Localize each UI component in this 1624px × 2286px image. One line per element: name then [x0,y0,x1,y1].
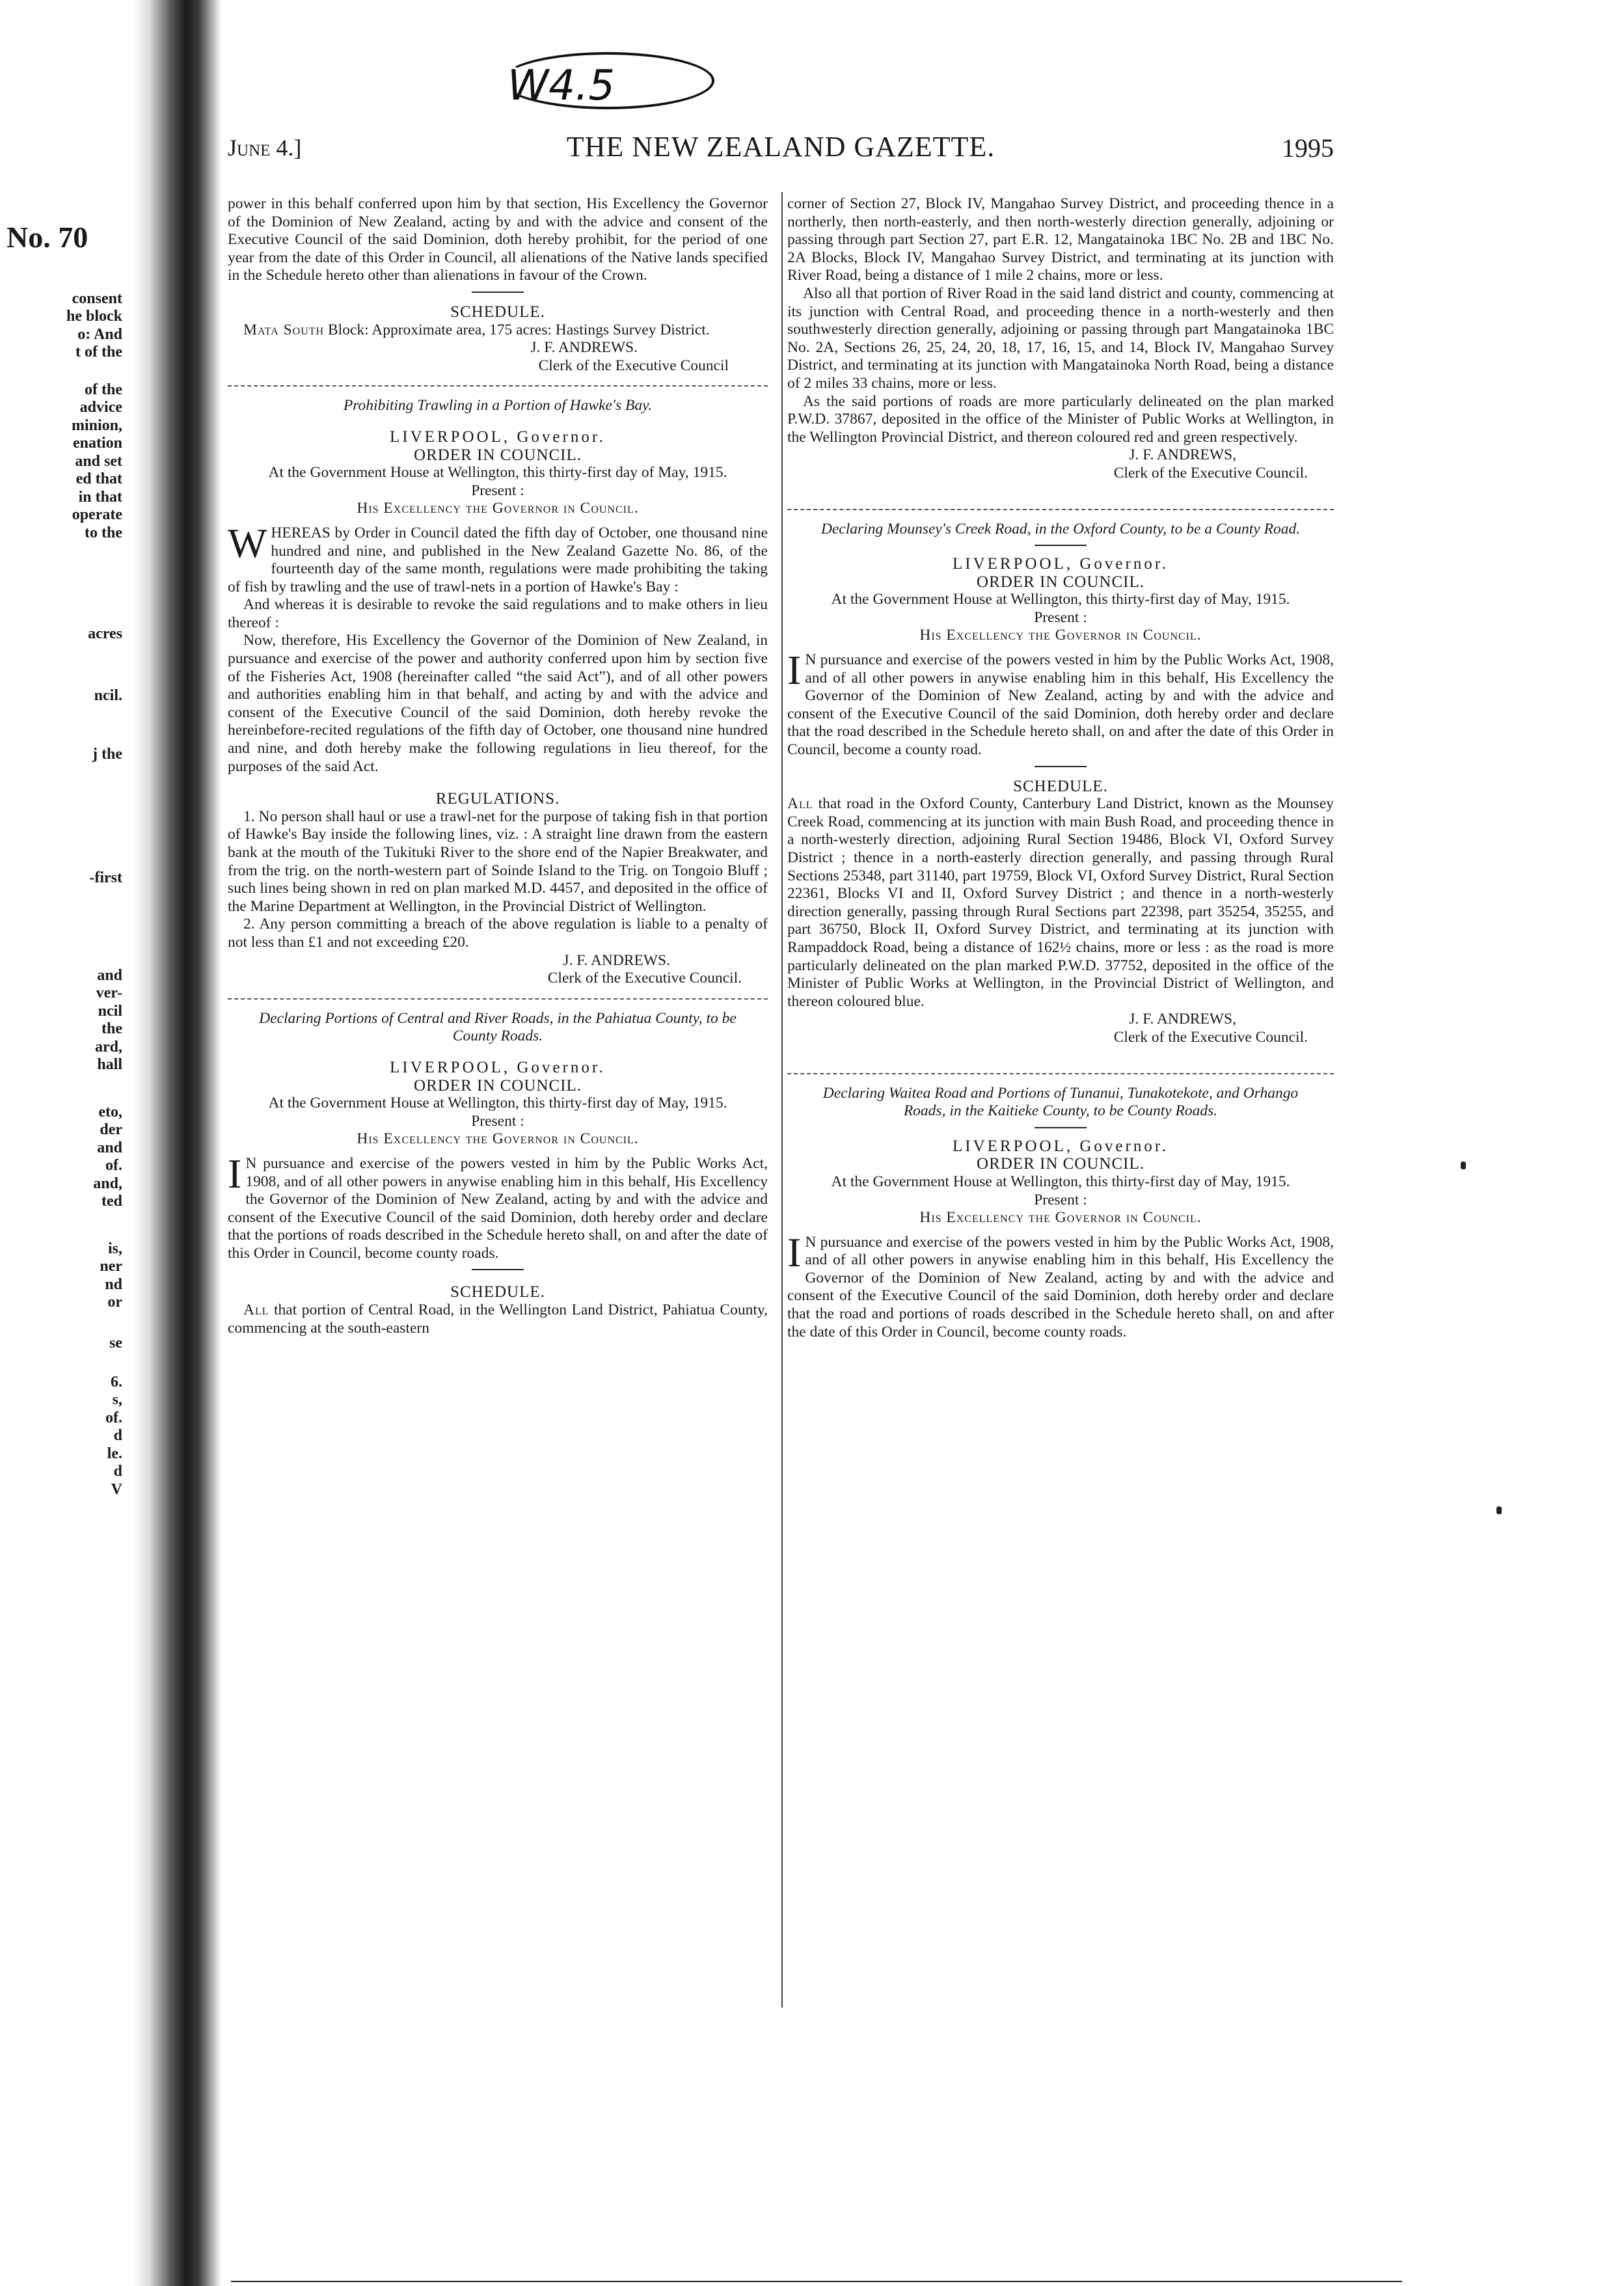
margin-fragment-text: eto, [98,1104,122,1121]
central-road-continued: corner of Section 27, Block IV, Mangahao Survey District, and proceeding thence in a northerly, then north-easterly, and then north-westerly direction generally, adjoining or passing through part Section 27, part E.R. 12, Mangatainoka 1BC No. 2B and 1BC No. 2A Blocks, Block IV, Mangahao Survey District, and terminating at its junction with River Road, being a distance of 1 mile 2 chains, more or less. [787,195,1334,284]
nowtherefore-paragraph: Now, therefore, His Excellency the Governor of the Dominion of New Zealand, in pursuance and exercise of the power and authority conferred upon him by section five of the Fisheries Act, 1908 (hereinafter called “the said Act”), and of all other powers and authorities enabling him in that behalf, and acting by and with the advice and consent of the Executive Council of the said Dominion, doth hereby revoke the hereinbefore-recited regulations of the fifth day of October, one thousand nine hundred and nine, and doth hereby make the following regulations in lieu thereof, for the purposes of the said Act. [228,632,768,775]
short-rule [472,292,524,293]
regulation-2: 2. Any person committing a breach of the above regulation is liable to a penalty of not less than £1 and not exceeding £20. [228,916,768,951]
in-pursuance-paragraph: IN pursuance and exercise of the powers vested in him by the Public Works Act, 1908, and of all other powers in anywise enabling him in this behalf, His Excellency the Governor of the Dominion of New Zealand, acting by and with the advice and consent of the Executive Council of the said Dominion, doth hereby order and declare that the road and portions of roads described in the Schedule hereto shall, on and after the date of this Order in Council, become county roads. [787,1229,1334,1340]
margin-fragment-text: -first [89,869,122,886]
margin-fragment-text: the [102,1020,122,1037]
margin-fragment-text: of. [105,1157,122,1174]
order-in-council-title: ORDER IN COUNCIL. [414,446,582,464]
section-heading-trawling: Prohibiting Trawling in a Portion of Hawke's Bay. [343,397,653,415]
order-in-council-title: ORDER IN COUNCIL. [977,1155,1144,1173]
short-rule [1035,1127,1087,1128]
margin-fragment-text: enation [72,435,122,452]
margin-fragment-text: 6. [111,1374,122,1391]
all-label: All [243,1301,269,1319]
margin-fragment-text: is, [107,1240,122,1257]
present-label: Present : [1034,1191,1087,1208]
order-in-council-title: ORDER IN COUNCIL. [414,1076,582,1095]
margin-fragment-text: ard, [95,1039,122,1055]
mata-south-text: Block: Approximate area, 175 acres: Hastings Survey District. [327,321,710,338]
header-title: THE NEW ZEALAND GAZETTE. [566,131,995,163]
handwritten-reference: W4.5 [508,62,616,110]
right-column [787,195,1334,1341]
regulation-1: 1. No person shall haul or use a trawl-net for the purpose of taking fish in that portion of Hawke's Bay inside the following lines, viz. : A straight line drawn from the eastern bank at the mouth of the Tukituki River to the shore end of the Napier Breakwater, and from the trig. on the north-western part of Soinde Island to the Trig. on Tongoio Bluff ; such lines being shown in red on plan marked M.D. 4457, and deposited in the office of the Marine Department at Wellington, in the Provincial District of Wellington. [228,808,768,915]
header-page-number: 1995 [1282,133,1334,163]
page-bottom-edge [231,2281,1402,2282]
signature-title: Clerk of the Executive Council [538,357,729,374]
margin-fragment-text: d [113,1427,122,1444]
margin-speck [1496,1506,1502,1514]
whereas-paragraph: WHEREAS by Order in Council dated the fifth day of October, one thousand nine hundred and nine, and published in the New Zealand Gazette No. 86, of the fourteenth day of the same month, regulations were made prohibiting the taking of fish by trawling and the use of trawl-nets in a portion of Hawke's Bay : [228,519,768,595]
excellency-line: His Excellency the Governor in Council. [919,627,1202,644]
present-label: Present : [471,1112,524,1130]
margin-fragment-text: j the [92,746,122,763]
section-divider [787,1073,1334,1074]
margin-fragment-text: s, [112,1391,122,1408]
margin-fragment-text: operate [72,506,122,523]
margin-fragment-text: of the [85,381,122,398]
signature-name: J. F. ANDREWS, [1129,1011,1236,1028]
central-road-text: that portion of Central Road, in the Wellington Land District, Pahiatua County, commencing at the south-eastern [228,1301,768,1337]
schedule-heading: SCHEDULE. [450,1283,545,1301]
governor-line: LIVERPOOL, Governor. [952,1137,1169,1155]
margin-fragment-text: of. [105,1409,122,1426]
margin-fragment-text: der [100,1121,122,1138]
excellency-line: His Excellency the Governor in Council. [919,1209,1202,1227]
margin-fragment-text: and [97,1139,122,1156]
signature-name: J. F. ANDREWS. [530,339,638,357]
margin-fragment-text: consent [72,290,122,307]
signature-title: Clerk of the Executive Council. [547,970,742,987]
location-date: At the Government House at Wellington, this thirty-first day of May, 1915. [831,591,1290,608]
excellency-line: His Excellency the Governor in Council. [357,1130,639,1148]
margin-fragment-text: nd [105,1276,122,1293]
section-divider [228,998,768,1000]
schedule-heading: SCHEDULE. [1013,777,1108,795]
order-in-council-title: ORDER IN COUNCIL. [977,573,1144,591]
section-divider [787,509,1334,510]
margin-fragment-text: V [111,1481,122,1498]
short-rule [472,1269,524,1270]
margin-fragment-text: ed that [75,470,122,487]
governor-line: LIVERPOOL, Governor. [389,1058,606,1076]
schedule-text [228,1301,768,1337]
margin-fragment-text: o: And [77,326,122,343]
section-heading-waitea: Declaring Waitea Road and Portions of Tunanui, Tunakotekote, and Orhango Roads, in the Kaitieke County, to be County Roads. [822,1084,1299,1120]
mata-south-entry [228,321,768,340]
schedule-heading: SCHEDULE. [450,303,545,321]
margin-fragment-text: se [109,1335,122,1352]
margin-fragment-text: to the [85,524,122,541]
margin-fragment-text: or [107,1294,122,1311]
margin-fragment-text: ver- [96,985,122,1001]
governor-line: LIVERPOOL, Governor. [389,428,606,446]
margin-fragment-text: he block [66,308,122,325]
plan-paragraph: As the said portions of roads are more particularly delineated on the plan marked P.W.D. 37867, deposited in the office of the Minister of Public Works at Wellington, in the Wellington Provincial District, and thereon coloured red and green respectively. [787,392,1334,446]
margin-fragment-text: minion, [71,417,122,434]
margin-fragment-text: ted [102,1193,122,1210]
in-pursuance-paragraph: IN pursuance and exercise of the powers vested in him by the Public Works Act, 1908, and of all other powers in anywise enabling him in this behalf, His Excellency the Governor of the Dominion of New Zealand, acting by and with the advice and consent of the Executive Council of the said Dominion, doth hereby order and declare that the road described in the Schedule hereto shall, on and after the date of this Order in Council, become a county road. [787,647,1334,759]
location-date: At the Government House at Wellington, this thirty-first day of May, 1915. [268,464,727,482]
signature-title: Clerk of the Executive Council. [1113,464,1308,482]
in-pursuance-paragraph: IN pursuance and exercise of the powers vested in him by the Public Works Act, 1908, and of all other powers in anywise enabling him in this behalf, His Excellency the Governor of the Dominion of New Zealand, acting by and with the advice and consent of the Executive Council of the said Dominion, doth hereby order and declare that the portions of roads described in the Schedule hereto shall, on and after the date of this Order in Council, become county roads. [228,1150,768,1262]
short-rule [1035,766,1087,767]
margin-number: No. 70 [7,221,88,254]
column-divider [781,192,783,2007]
signature-name: J. F. ANDREWS. [563,951,670,969]
river-road-paragraph: Also all that portion of River Road in the said land district and county, commencing at its junction with Central Road, and proceeding thence in a north-westerly and then southwesterly direction generally, adjoining or passing through part Mangatainoka 1BC No. 2A, Sections 26, 25, 24, 20, 18, 17, 16, 15, and 14, Block IV, Mangahao Survey District, and terminating at its junction with Mangatainoka North Road, being a distance of 2 miles 33 chains, more or less. [787,284,1334,392]
location-date: At the Government House at Wellington, this thirty-first day of May, 1915. [268,1095,727,1112]
margin-fragment-text: le. [107,1445,122,1462]
margin-fragment-text: d [113,1463,122,1480]
schedule-text [787,795,1334,1011]
margin-fragment-text: advice [79,399,122,416]
andwhereas-paragraph: And whereas it is desirable to revoke the said regulations and to make others in lieu thereof : [228,596,768,631]
margin-speck [1461,1162,1466,1169]
continued-paragraph: power in this behalf conferred upon him by that section, His Excellency the Governor of the Dominion of New Zealand, acting by and with the advice and consent of the Executive Council of the said Dominion, doth hereby prohibit, for the period of one year from the date of this Order in Council, all alienations of the Native lands specified in the Schedule hereto other than alienations in favour of the Crown. [228,195,768,284]
margin-fragment-text: in that [78,489,122,506]
margin-fragment-text: hall [97,1056,122,1073]
margin-fragment-text: acres [88,625,122,642]
governor-line: LIVERPOOL, Governor. [952,555,1169,573]
mounsey-road-text: that road in the Oxford County, Canterbury Land District, known as the Mounsey Creek Road, commencing at its junction with main Bush Road, and proceeding thence in a north-westerly direction, adjoining Rural Section 19486, Block VI, Oxford Survey District ; thence in a north-easterly direction generally, and passing through Rural Sections 25348, part 31140, part 19759, Block VI, Oxford Survey District, Rural Section 22361, Blocks VI and II, Oxford Survey District ; and thence in a north-westerly direction generally, passing through Rural Sections part 22398, part 35254, 35255, and part 36750, Block II, Oxford Survey District, and terminating at its junction with Rampaddock Road, being a distance of 162½ chains, more or less : as the road is more particularly delineated on the plan marked P.W.D. 37752, deposited in the office of the Minister of Public Works at Wellington, in the Provincial District of Wellington, and thereon coloured blue. [787,795,1334,1010]
margin-fragment-text: and, [93,1175,122,1192]
regulations-heading: REGULATIONS. [435,790,560,808]
present-label: Present : [1034,608,1087,626]
excellency-line: His Excellency the Governor in Council. [357,500,639,517]
all-label: All [787,795,813,813]
margin-fragment-text: ncil. [94,687,122,704]
signature-name: J. F. ANDREWS, [1129,446,1236,464]
present-label: Present : [471,482,524,499]
short-rule [1035,545,1087,546]
section-divider [228,385,768,387]
left-column [228,195,768,1337]
margin-fragment-text: t of the [75,344,122,361]
section-heading-mounsey: Declaring Mounsey's Creek Road, in the Oxford County, to be a County Road. [820,520,1301,537]
header-date: June 4.] [228,135,302,161]
page-header [228,130,1334,169]
signature-title: Clerk of the Executive Council. [1113,1028,1308,1046]
margin-fragment-text: and set [75,453,122,470]
margin-fragment-text: and [97,967,122,984]
margin-fragment-text: ncil [98,1003,122,1020]
mata-south-label: Mata South [243,321,325,338]
margin-fragment-text: ner [100,1258,122,1275]
location-date: At the Government House at Wellington, this thirty-first day of May, 1915. [831,1173,1290,1190]
section-heading-central-river: Declaring Portions of Central and River Roads, in the Pahiatua County, to be County Roads. [259,1009,737,1045]
